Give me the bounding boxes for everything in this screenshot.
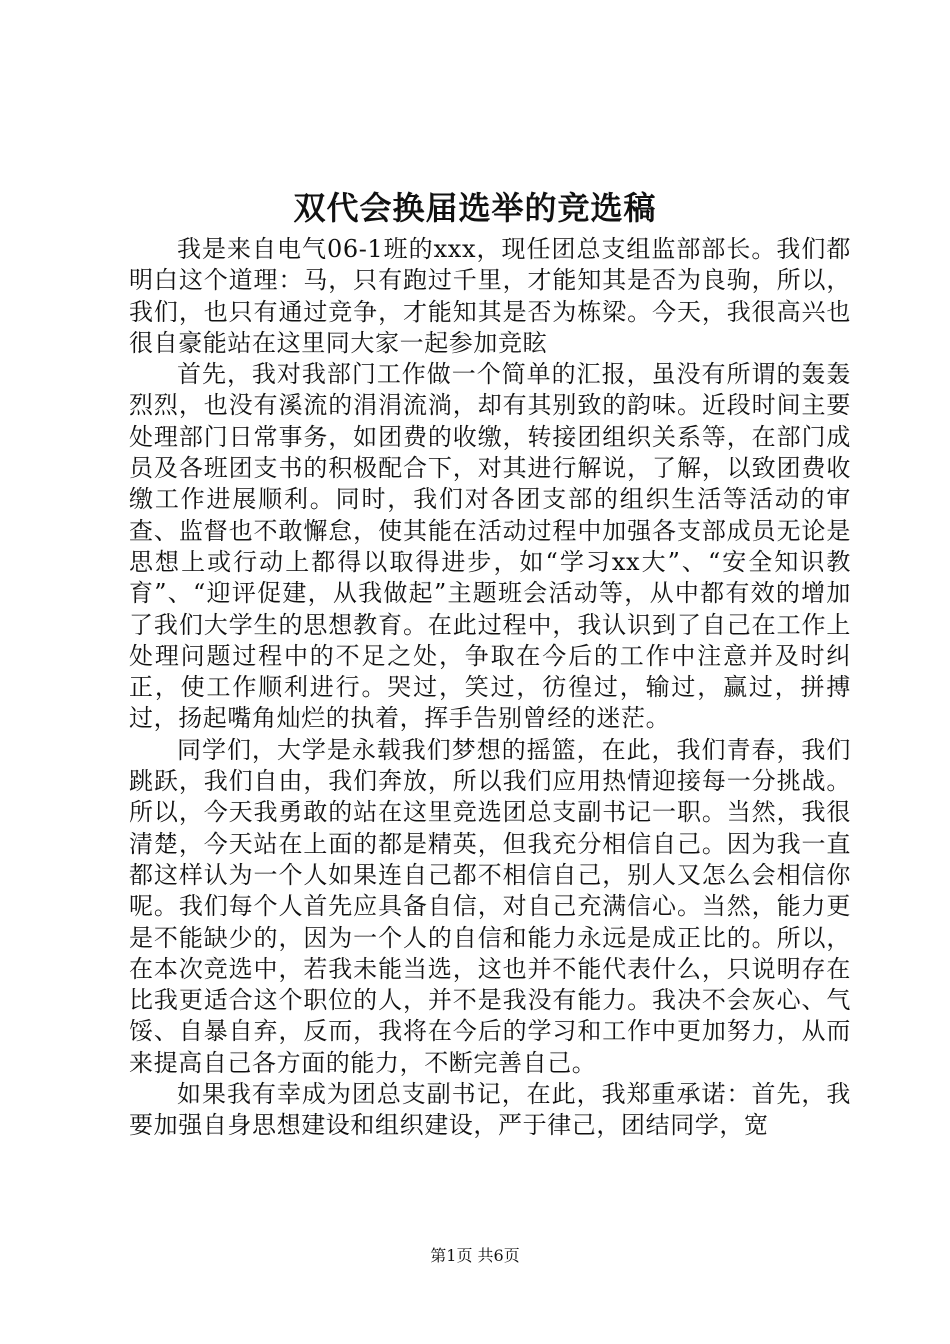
document-body	[129, 234, 851, 1142]
paragraph-2: 首先，我对我部门工作做一个简单的汇报，虽没有所谓的轰轰烈烈，也没有溪流的涓涓流淌，却有其别致的韵味。近段时间主要处理部门日常事务，如团费的收缴，转接团组织关系等，在部门成员及各班团支书的积极配合下，对其进行解说，了解，以致团费收缴工作进展顺利。同时，我们对各团支部的组织生活等活动的审查、监督也不敢懈怠，使其能在活动过程中加强各支部成员无论是思想上或行动上都得以取得进步，如“学习xx大”、“安全知识教育”、“迎评促建，从我做起”主题班会活动等，从中都有效的增加了我们大学生的思想教育。在此过程中，我认识到了自己在工作上处理问题过程中的不足之处，争取在今后的工作中注意并及时纠正，使工作顺利进行。哭过，笑过，彷徨过，输过，赢过，拼搏过，扬起嘴角灿烂的执着，挥手告别曾经的迷茫。	[129, 360, 851, 733]
page-footer: 第1页 共6页	[430, 1246, 520, 1265]
paragraph-4: 如果我有幸成为团总支副书记，在此，我郑重承诺：首先，我要加强自身思想建设和组织建设，严于律己，团结同学，宽	[129, 1080, 851, 1140]
document-title: 双代会换届选举的竞选稿	[293, 189, 657, 227]
paragraph-3: 同学们，大学是永载我们梦想的摇篮，在此，我们青春，我们跳跃，我们自由，我们奔放，所以我们应用热情迎接每一分挑战。所以，今天我勇敢的站在这里竞选团总支副书记一职。当然，我很清楚，今天站在上面的都是精英，但我充分相信自己。因为我一直都这样认为一个人如果连自己都不相信自己，别人又怎么会相信你呢。我们每个人首先应具备自信，对自己充满信心。当然，能力更是不能缺少的，因为一个人的自信和能力永远是成正比的。所以，在本次竞选中，若我未能当选，这也并不能代表什么，只说明存在比我更适合这个职位的人，并不是我没有能力。我决不会灰心、气馁、自暴自弃，反而，我将在今后的学习和工作中更加努力，从而来提高自己各方面的能力，不断完善自己。	[129, 735, 851, 1077]
paragraph-1: 我是来自电气06-1班的xxx，现任团总支组监部部长。我们都明白这个道理：马，只有跑过千里，才能知其是否为良驹，所以，我们，也只有通过竞争，才能知其是否为栋梁。今天，我很高兴也很自豪能站在这里同大家一起参加竞眩	[129, 235, 851, 357]
